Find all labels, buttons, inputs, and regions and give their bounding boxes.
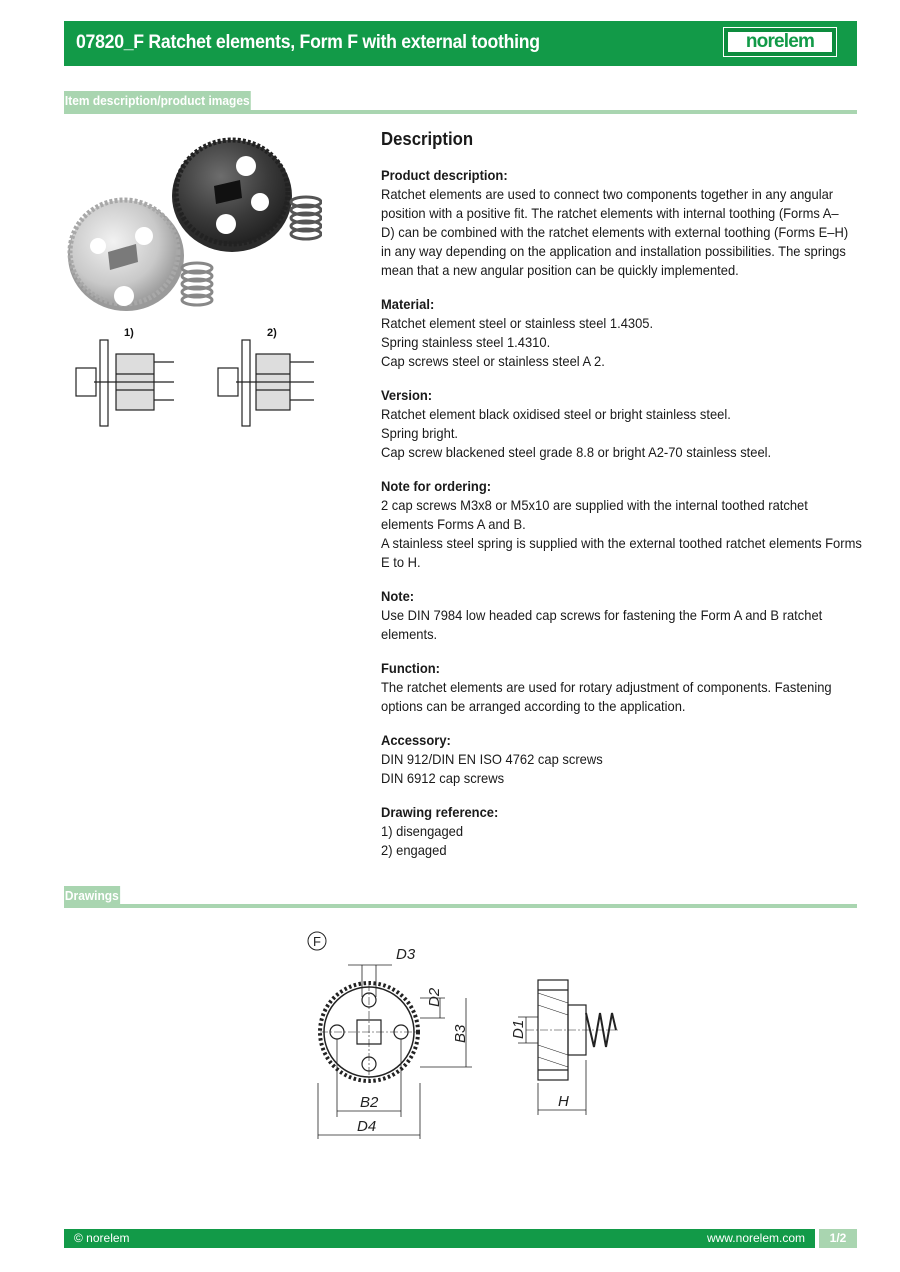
text-line: Ratchet elements are used to connect two components together in any angular	[381, 186, 834, 202]
block-heading: Material:	[381, 296, 435, 312]
section-label-drawings: Drawings	[64, 888, 119, 903]
product-images	[64, 128, 322, 428]
drawing-label-2: 2)	[267, 327, 277, 339]
block-heading: Product description:	[381, 167, 508, 183]
product-photo-illustration	[64, 128, 322, 428]
silver-ratchet-photo	[68, 200, 184, 311]
text-line: Spring bright.	[381, 425, 459, 441]
description-panel	[381, 128, 862, 875]
text-line: Cap screw blackened steel grade 8.8 or bright A2-70 stainless steel.	[381, 444, 772, 460]
dark-ratchet-photo	[172, 140, 292, 252]
text-line: position with a positive fit. The ratchet elements with internal toothing (Forms A–	[381, 205, 839, 221]
text-line: mean that a new angular position can be quickly implemented.	[381, 262, 739, 278]
dimension-h: H	[558, 1093, 569, 1110]
norelem-logo	[723, 27, 837, 57]
dimension-b2: B2	[360, 1094, 379, 1111]
front-view	[320, 983, 418, 1081]
side-dimensions	[518, 1017, 586, 1115]
text-line: elements Forms A and B.	[381, 516, 526, 532]
block-heading: Note for ordering:	[381, 478, 492, 494]
block-heading: Function:	[381, 660, 440, 676]
block-heading: Drawing reference:	[381, 804, 499, 820]
text-line: elements.	[381, 626, 438, 642]
block-material	[381, 295, 857, 371]
page-title: 07820_F Ratchet elements, Form F with external toothing	[76, 32, 540, 53]
technical-drawing-svg	[300, 925, 630, 1145]
block-note-for-ordering	[381, 477, 862, 572]
section-divider-drawings	[64, 904, 857, 908]
text-line: A stainless steel spring is supplied with the external toothed ratchet elements Forms	[381, 535, 862, 551]
text-line: DIN 6912 cap screws	[381, 770, 505, 786]
footer-copyright: © norelem	[74, 1231, 130, 1245]
technical-drawing	[300, 925, 630, 1145]
block-heading: Note:	[381, 588, 415, 604]
text-line: Ratchet element steel or stainless steel 1.4305.	[381, 315, 654, 331]
footer-website-link[interactable]: www.norelem.com	[706, 1231, 805, 1245]
page-number: 1/2	[819, 1229, 857, 1248]
text-line: E to H.	[381, 554, 421, 570]
block-function	[381, 659, 857, 716]
block-product-description	[381, 166, 857, 280]
block-accessory	[381, 731, 857, 788]
text-line: Ratchet element black oxidised steel or bright stainless steel.	[381, 406, 731, 422]
header-bar	[64, 21, 857, 66]
text-line: Spring stainless steel 1.4310.	[381, 334, 551, 350]
dimension-b3: B3	[452, 1024, 469, 1043]
section-divider-images	[64, 110, 857, 114]
dimension-d2: D2	[426, 987, 443, 1007]
section-label-images: Item description/product images	[64, 93, 250, 108]
dimension-d4: D4	[357, 1118, 377, 1135]
form-label: F	[313, 934, 321, 949]
text-line: 2 cap screws M3x8 or M5x10 are supplied with the internal toothed ratchet	[381, 497, 808, 513]
dimension-d3: D3	[396, 946, 416, 963]
text-line: DIN 912/DIN EN ISO 4762 cap screws	[381, 751, 603, 767]
text-line: D) can be combined with the ratchet elements with external toothing (Forms E–H)	[381, 224, 849, 240]
block-heading: Version:	[381, 387, 433, 403]
text-line: The ratchet elements are used for rotary adjustment of components. Fastening	[381, 679, 832, 695]
logo-text: norelem	[745, 31, 815, 52]
text-line: Cap screws steel or stainless steel A 2.	[381, 353, 605, 369]
block-drawing-reference	[381, 803, 857, 860]
section-drawing-1	[76, 340, 174, 426]
text-line: 2) engaged	[381, 842, 447, 858]
description-title: Description	[381, 129, 474, 149]
block-heading: Accessory:	[381, 732, 451, 748]
text-line: options can be arranged according to the application.	[381, 698, 686, 714]
spring-photo-1	[291, 197, 321, 239]
side-view	[526, 980, 618, 1080]
spring-photo-2	[182, 263, 212, 305]
text-line: in any way depending on the application and installation possibilities. The springs	[381, 243, 846, 259]
dimension-d1: D1	[510, 1019, 527, 1039]
text-line: Use DIN 7984 low headed cap screws for fastening the Form A and B ratchet	[381, 607, 823, 623]
section-drawing-2	[218, 340, 314, 426]
block-note	[381, 587, 857, 644]
footer-bar	[64, 1229, 857, 1248]
drawing-label-1: 1)	[124, 327, 134, 339]
text-line: 1) disengaged	[381, 823, 464, 839]
block-version	[381, 386, 857, 462]
